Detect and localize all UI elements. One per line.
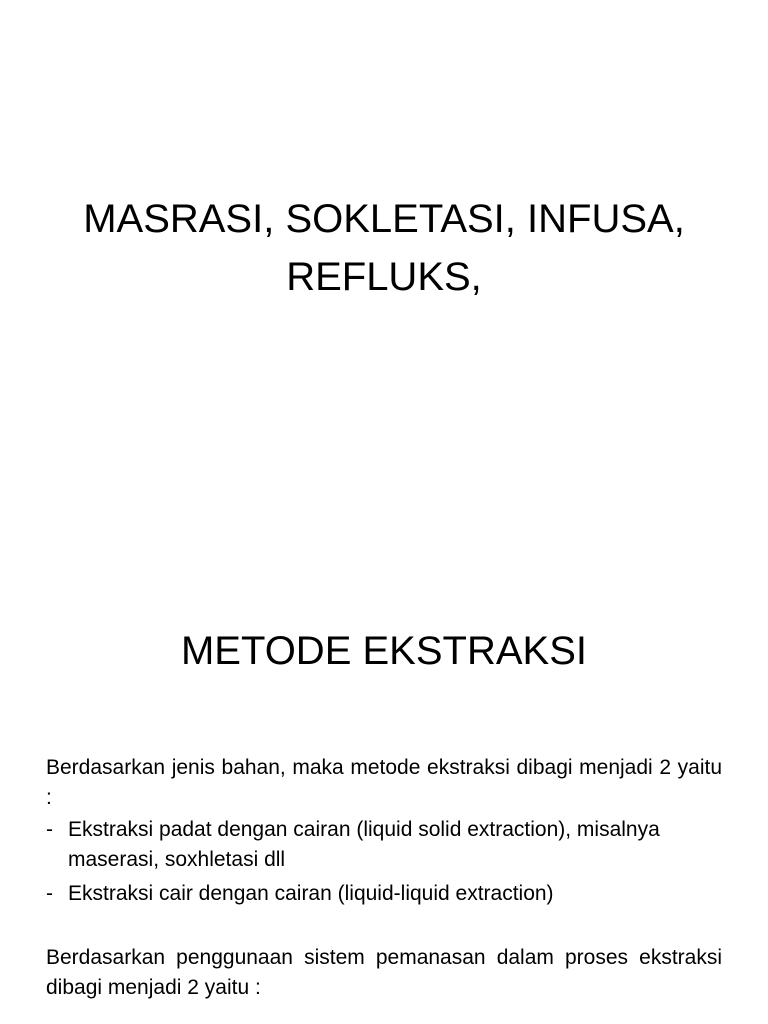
- slide-title: [60, 190, 708, 306]
- bullet-dash: -: [46, 818, 53, 841]
- list-item: [46, 815, 722, 875]
- bullet-dash: -: [46, 882, 53, 905]
- extraction-method-list: [46, 815, 722, 909]
- bullet-text: Ekstraksi padat dengan cairan (liquid solid extraction), misalnya maserasi, soxhletasi dll: [68, 818, 660, 871]
- section-content: [46, 753, 722, 1003]
- intro-paragraph: Berdasarkan jenis bahan, maka metode ekstraksi dibagi menjadi 2 yaitu :: [46, 756, 722, 809]
- second-paragraph: Berdasarkan penggunaan sistem pemanasan dalam proses ekstraksi dibagi menjadi 2 yaitu :: [46, 946, 722, 999]
- section-title: METODE EKSTRAKSI: [180, 629, 587, 673]
- slide-title-line-1: MASRASI, SOKLETASI, INFUSA,: [83, 197, 685, 241]
- list-item: [46, 879, 722, 909]
- bullet-text: Ekstraksi cair dengan cairan (liquid-liquid extraction): [68, 882, 554, 905]
- slide-title-line-2: REFLUKS,: [286, 255, 482, 299]
